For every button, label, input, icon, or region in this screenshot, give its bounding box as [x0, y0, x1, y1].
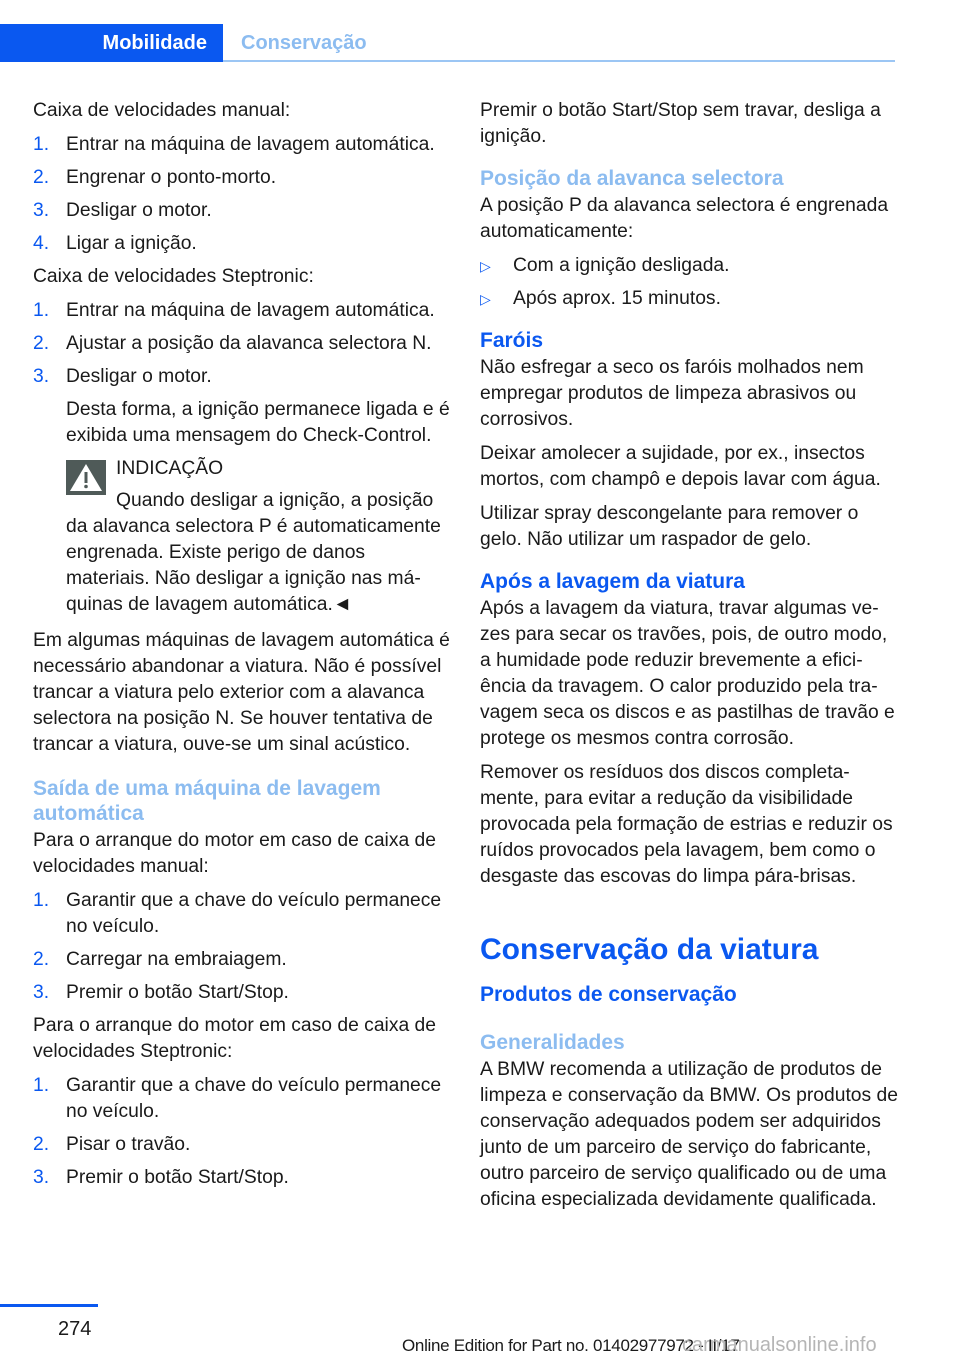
step-number: 3. [33, 982, 50, 1003]
step-number: 2. [33, 333, 50, 354]
step-note: Desta forma, a ignição permanece ligada e é exibida uma mensagem do Check-Control. [66, 399, 450, 446]
warning-box [66, 456, 453, 618]
step-number: 1. [33, 890, 50, 911]
edition-text: Online Edition for Part no. 01402977972 - II/17 [402, 1336, 740, 1355]
warning-triangle-icon [66, 460, 106, 495]
general-paragraph: A BMW recomenda a utilização de produtos de limpeza e conservação da BMW. Os produtos de conservação adequados podem ser adquiridos junto de um parceiro de serviço do fabricante, outro parceiro de serviço qualificado ou de uma oficina especializada devidamente qualificada. [480, 1059, 898, 1210]
exit-manual-steps-list [33, 888, 453, 1006]
warning-title: INDICAÇÃO [116, 458, 224, 479]
triangle-bullet-icon: ▷ [480, 258, 491, 274]
after-wash-paragraph-2: Remover os resíduos dos discos completamente, para evitar a redução da visibilidade provocada pela formação de estrias e reduzir os ruídos provocados pela lavagem, bem como o desgaste das escovas do limpa pára-brisas. [480, 762, 893, 887]
heading-selector-position: Posição da alavanca selectora [480, 167, 784, 190]
tab-mobilidade[interactable]: Mobilidade [0, 24, 223, 62]
step-number: 1. [33, 134, 50, 155]
neutral-paragraph: Em algumas máquinas de lavagem automática é necessário abandonar a viatura. Não é possível trancar a viatura pelo exterior com a alavanca selectora na posição N. Se houver tentativa de trancar a viatura, ouve-se um sinal acústico. [33, 630, 450, 755]
selector-bullets [480, 253, 900, 312]
right-column [480, 98, 900, 1221]
list-item: 2. Ajustar a posição da alavanca selectora N. [33, 331, 453, 357]
watermark: carmanualsonline.info [682, 1334, 877, 1356]
step-number: 3. [33, 366, 50, 387]
page-number: 274 [58, 1318, 92, 1340]
tab-conservacao[interactable]: Conservação [241, 32, 367, 54]
list-item: 2. Pisar o travão. [33, 1132, 453, 1158]
triangle-bullet-icon: ▷ [480, 291, 491, 307]
heading-exit-car-wash: Saída de uma máquina de lavagem automática [33, 777, 381, 825]
start-stop-note: Premir o botão Start/Stop sem travar, desliga a ignição. [480, 100, 881, 147]
list-item: ▷ Com a ignição desligada. [480, 253, 900, 279]
after-wash-paragraph-1: Após a lavagem da viatura, travar algumas vezes para secar os travões, pois, de outro modo, a humidade pode reduzir brevemente a eficiência da travagem. O calor produzido pela travagem seca os discos e as pastilhas de travão e protege os mesmos contra corrosão. [480, 598, 895, 749]
heading-headlights: Faróis [480, 329, 544, 352]
list-item: 3. Premir o botão Start/Stop. [33, 1165, 453, 1191]
headlights-paragraph-1: Não esfregar a seco os faróis molhados nem empregar produtos de limpeza abrasivos ou corrosivos. [480, 357, 864, 430]
headlights-paragraph-2: Deixar amolecer a sujidade, por ex., insectos mortos, com champô e depois lavar com água. [480, 443, 881, 490]
heading-vehicle-care: Conservação da viatura [480, 933, 819, 966]
list-item: 3. Premir o botão Start/Stop. [33, 980, 453, 1006]
list-item: 4. Ligar a ignição. [33, 231, 453, 257]
step-number: 2. [33, 949, 50, 970]
exit-manual-intro: Para o arranque do motor em caso de caixa de velocidades manual: [33, 830, 436, 877]
step-number: 3. [33, 200, 50, 221]
heading-after-wash: Após a lavagem da viatura [480, 570, 745, 593]
manual-steps-list [33, 132, 453, 257]
step-number: 1. [33, 1075, 50, 1096]
exit-steptronic-steps-list [33, 1073, 453, 1191]
exit-steptronic-intro: Para o arranque do motor em caso de caixa de velocidades Steptronic: [33, 1015, 436, 1062]
header-divider [223, 60, 895, 62]
list-item: 1. Entrar na máquina de lavagem automática. [33, 132, 453, 158]
warning-text: da alavanca selectora P é automaticamente engrenada. Existe perigo de danos materiais. Não desligar a ignição nas máquinas de lavagem automática.◄ [66, 516, 441, 615]
manual-intro: Caixa de velocidades manual: [33, 100, 291, 121]
step-number: 2. [33, 167, 50, 188]
left-column [33, 98, 453, 1198]
footer-divider [0, 1304, 98, 1307]
list-item: 1. Garantir que a chave do veículo permanece no veículo. [33, 1075, 442, 1122]
list-item: 1. Garantir que a chave do veículo permanece no veículo. [33, 890, 442, 937]
warning-first-line: Quando desligar a ignição, a posição [116, 490, 434, 511]
step-number: 2. [33, 1134, 50, 1155]
step-number: 1. [33, 300, 50, 321]
steptronic-intro: Caixa de velocidades Steptronic: [33, 266, 314, 287]
heading-general: Generalidades [480, 1031, 625, 1054]
chapter-header [0, 24, 895, 62]
list-item: 1. Entrar na máquina de lavagem automática. [33, 298, 453, 324]
list-item: 2. Carregar na embraiagem. [33, 947, 453, 973]
headlights-paragraph-3: Utilizar spray descongelante para remover o gelo. Não utilizar um raspador de gelo. [480, 503, 859, 550]
list-item: 2. Engrenar o ponto-morto. [33, 165, 453, 191]
heading-care-products: Produtos de conservação [480, 983, 737, 1006]
list-item: ▷ Após aprox. 15 minutos. [480, 286, 900, 312]
step-number: 3. [33, 1167, 50, 1188]
steptronic-steps-list [33, 298, 453, 449]
step-number: 4. [33, 233, 50, 254]
list-item: 3. Desligar o motor. [33, 198, 453, 224]
selector-intro: A posição P da alavanca selectora é engrenada automaticamente: [480, 195, 889, 242]
list-item: 3. Desligar o motor. Desta forma, a ignição permanece ligada e é exibida uma mensagem do Check-Control. [33, 364, 453, 449]
